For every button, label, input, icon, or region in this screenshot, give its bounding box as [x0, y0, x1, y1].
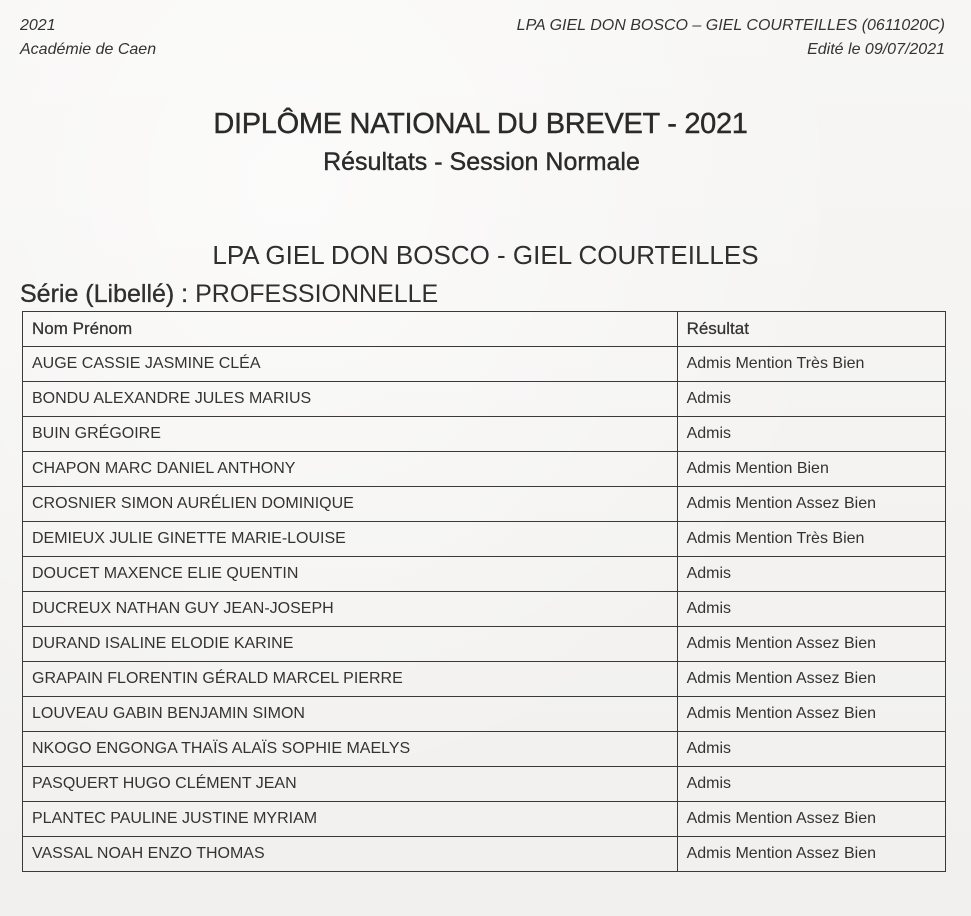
student-name: AUGE CASSIE JASMINE CLÉA — [23, 347, 678, 382]
student-result: Admis Mention Assez Bien — [677, 627, 945, 662]
student-name: BUIN GRÉGOIRE — [23, 417, 678, 452]
student-name: NKOGO ENGONGA THAÏS ALAÏS SOPHIE MAELYS — [23, 732, 678, 767]
student-name: DURAND ISALINE ELODIE KARINE — [23, 627, 678, 662]
header-edited-date: Edité le 09/07/2021 — [807, 41, 945, 58]
serie-line — [20, 280, 438, 309]
student-name: CHAPON MARC DANIEL ANTHONY — [23, 452, 678, 487]
serie-value: PROFESSIONNELLE — [195, 280, 439, 308]
student-name: VASSAL NOAH ENZO THOMAS — [23, 837, 678, 872]
student-name: BONDU ALEXANDRE JULES MARIUS — [23, 382, 678, 417]
student-result: Admis — [677, 382, 945, 417]
table-row — [23, 557, 946, 592]
student-result: Admis — [677, 767, 945, 802]
student-result: Admis Mention Très Bien — [677, 347, 945, 382]
school-name: LPA GIEL DON BOSCO - GIEL COURTEILLES — [212, 240, 759, 270]
student-name: PASQUERT HUGO CLÉMENT JEAN — [23, 767, 678, 802]
student-name: DOUCET MAXENCE ELIE QUENTIN — [23, 557, 678, 592]
student-result: Admis Mention Assez Bien — [677, 837, 945, 872]
table-row — [23, 767, 946, 802]
student-name: CROSNIER SIMON AURÉLIEN DOMINIQUE — [23, 487, 678, 522]
table-row — [23, 417, 946, 452]
student-result: Admis Mention Bien — [677, 452, 945, 487]
table-row — [23, 522, 946, 557]
table-row — [23, 452, 946, 487]
student-result: Admis — [677, 557, 945, 592]
student-result: Admis Mention Assez Bien — [677, 697, 945, 732]
header-year: 2021 — [20, 17, 56, 34]
table-row — [23, 837, 946, 872]
table-header-row — [23, 312, 946, 347]
student-name: DUCREUX NATHAN GUY JEAN-JOSEPH — [23, 592, 678, 627]
table-row — [23, 662, 946, 697]
document-subtitle: Résultats - Session Normale — [323, 148, 640, 176]
student-result: Admis — [677, 592, 945, 627]
student-result: Admis — [677, 732, 945, 767]
table-row — [23, 802, 946, 837]
table-row — [23, 627, 946, 662]
student-result: Admis — [677, 417, 945, 452]
header-left — [20, 14, 156, 62]
student-name: LOUVEAU GABIN BENJAMIN SIMON — [23, 697, 678, 732]
table-row — [23, 732, 946, 767]
student-name: DEMIEUX JULIE GINETTE MARIE-LOUISE — [23, 522, 678, 557]
student-result: Admis Mention Assez Bien — [677, 487, 945, 522]
student-name: PLANTEC PAULINE JUSTINE MYRIAM — [23, 802, 678, 837]
header-academy: Académie de Caen — [20, 41, 157, 58]
results-table — [22, 311, 946, 872]
table-row — [23, 592, 946, 627]
table-row — [23, 347, 946, 382]
student-result: Admis Mention Assez Bien — [677, 802, 945, 837]
serie-label: Série (Libellé) : — [20, 280, 189, 308]
column-header-name: Nom Prénom — [23, 312, 678, 347]
table-row — [23, 697, 946, 732]
student-result: Admis Mention Assez Bien — [677, 662, 945, 697]
column-header-result: Résultat — [677, 312, 945, 347]
student-name: GRAPAIN FLORENTIN GÉRALD MARCEL PIERRE — [23, 662, 678, 697]
student-result: Admis Mention Très Bien — [677, 522, 945, 557]
table-row — [23, 487, 946, 522]
header-establishment: LPA GIEL DON BOSCO – GIEL COURTEILLES (0611020C) — [516, 17, 945, 34]
document-title: DIPLÔME NATIONAL DU BREVET - 2021 — [213, 108, 748, 140]
header-right — [517, 14, 945, 62]
table-row — [23, 382, 946, 417]
